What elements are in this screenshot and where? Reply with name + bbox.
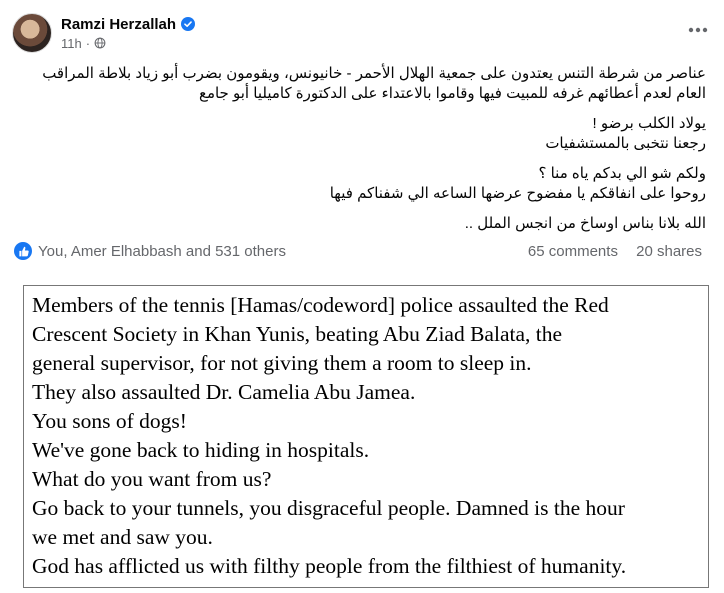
translation-line: You sons of dogs! bbox=[32, 409, 187, 433]
post-paragraph: عناصر من شرطة التنس يعتدون على جمعية الهلال الأحمر - خانيونس، ويقومون بضرب أبو زياد بلاطة المراقب العام لعدم أعطائهم غرفه للمبيت فيها وقاموا بالاعتداء على الدكتورة كاميليا أبو جامع bbox=[42, 65, 706, 102]
more-options-icon bbox=[688, 27, 708, 33]
engagement-bar bbox=[14, 240, 702, 262]
post-header bbox=[12, 12, 195, 54]
post-paragraph: ولكم شو الي بدكم ياه منا ؟ روحوا على انفاقكم يا مفضوح عرضها الساعه الي شفناكم فيها bbox=[329, 165, 706, 202]
author-block bbox=[61, 16, 195, 51]
post-meta bbox=[61, 36, 195, 51]
avatar[interactable] bbox=[12, 13, 52, 53]
post-time[interactable]: 11h bbox=[61, 35, 82, 51]
translation-line: Members of the tennis [Hamas/codeword] police assaulted the Red bbox=[32, 293, 609, 317]
translation-line: Go back to your tunnels, you disgraceful people. Damned is the hour bbox=[32, 496, 625, 520]
comments-count[interactable]: 65 comments bbox=[527, 242, 618, 260]
translation-line: God has afflicted us with filthy people from the filthiest of humanity. bbox=[32, 554, 627, 578]
like-reaction-icon bbox=[14, 242, 32, 260]
author-row bbox=[61, 16, 195, 33]
verified-badge-icon bbox=[181, 17, 195, 31]
meta-separator: · bbox=[85, 35, 91, 51]
reactions-text: You, Amer Elhabbash and 531 others bbox=[38, 242, 286, 260]
reactions-summary[interactable] bbox=[14, 242, 286, 260]
post-paragraph: يولاد الكلب برضو ! رجعنا نتخبى بالمستشفيات bbox=[545, 115, 706, 152]
more-options-button[interactable] bbox=[686, 18, 710, 42]
translation-line: What do you want from us? bbox=[32, 467, 272, 491]
translation-line: we met and saw you. bbox=[32, 525, 213, 549]
post-paragraph: الله بلانا بناس اوساخ من انجس الملل .. bbox=[464, 215, 706, 232]
engagement-counts bbox=[514, 243, 702, 260]
translation-line: They also assaulted Dr. Camelia Abu Jamea. bbox=[32, 380, 416, 404]
translation-line: We've gone back to hiding in hospitals. bbox=[32, 438, 370, 462]
translation-line: Crescent Society in Khan Yunis, beating Abu Ziad Balata, the bbox=[32, 322, 563, 346]
shares-count[interactable]: 20 shares bbox=[636, 242, 702, 260]
translation-box bbox=[23, 285, 709, 588]
public-globe-icon bbox=[94, 37, 106, 49]
author-name[interactable]: Ramzi Herzallah bbox=[61, 15, 177, 33]
post-text bbox=[14, 64, 706, 244]
translation-line: general supervisor, for not giving them a room to sleep in. bbox=[32, 351, 532, 375]
